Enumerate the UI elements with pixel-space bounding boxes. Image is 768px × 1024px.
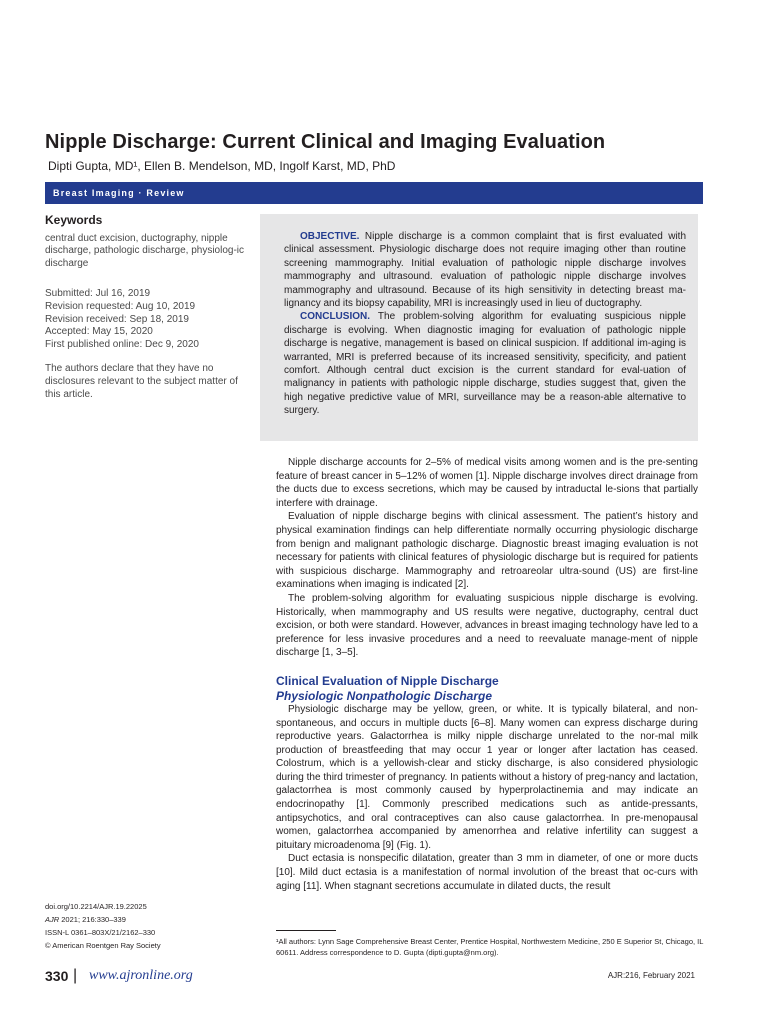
journal-issue-date: AJR:216, February 2021	[607, 971, 695, 980]
article-body	[276, 456, 698, 893]
copyright: © American Roentgen Ray Society	[45, 941, 161, 950]
section-heading: Clinical Evaluation of Nipple Discharge	[276, 673, 499, 688]
body-paragraph: Physiologic discharge may be yellow, green, or white. It is typically bilateral, and non-spontaneous, and occurs in multiple ducts [6–8]. Many women can express discharge during reproductive years. Galactorrhea is milky nipple discharge unrelated to the nor-mal milk production of breastfeeding that may occur 1 year or longer after lactation has ceased. Colostrum, which is a yellowish-clear and sticky discharge, is also considered physiologic during the third trimester of pregnancy. In patients without a history of preg-nancy and lactation, galactorrhea is most commonly caused by hyperprolactinemia and may indicate an endocrinopathy [1]. Commonly prescribed medications such as antide-pressants, antipsychotics, and oral contraceptives can also cause galactorrhea. In pre-menopausal women, galactorrhea accompanied by amenorrhea and relative infertility can suggest a pituitary microadenoma [9] (Fig. 1).	[276, 703, 698, 851]
doi-link[interactable]: doi.org/10.2214/AJR.19.22025	[45, 902, 147, 911]
author-list: Dipti Gupta, MD¹, Ellen B. Mendelson, MD, Ingolf Karst, MD, PhD	[48, 159, 396, 173]
keywords-heading: Keywords	[45, 213, 103, 227]
journal-citation	[45, 913, 245, 926]
body-paragraph: Nipple discharge accounts for 2–5% of medical visits among women and is the pre-senting feature of breast cancer in 5–12% of women [1]. Nipple discharge involves direct drainage from the ducts due to excess secretions, which may be caused by intraductal le-sions that partially interfere with drainage.	[276, 457, 698, 509]
affiliation-footnote: ¹All authors: Lynn Sage Comprehensive Breast Center, Prentice Hospital, Northwestern Medicine, 250 E Superior St, Chicago, IL 60611. Address correspondence to D. Gupta (dipti.gupta@nm.org).	[276, 937, 704, 957]
volume-info: 2021; 216:330–339	[59, 915, 126, 924]
conclusion-label: CONCLUSION.	[300, 311, 370, 323]
website-link[interactable]: www.ajronline.org	[89, 968, 193, 983]
body-paragraph: The problem-solving algorithm for evaluating suspicious nipple discharge is evolving. Historically, when mammography and US results were negative, ductography, central duct excision, or both were standard. However, advances in breast imaging technology have led to a preference for less invasive procedures and a need to reevaluate manage-ment of nipple discharge [1, 3–5].	[276, 592, 698, 659]
article-dates	[45, 288, 251, 351]
date-accepted: Accepted: May 15, 2020	[45, 326, 153, 338]
abstract-objective	[284, 230, 686, 310]
footnote-divider	[276, 930, 336, 931]
date-submitted: Submitted: Jul 16, 2019	[45, 288, 151, 300]
journal-abbreviation: AJR	[45, 915, 60, 924]
article-title: Nipple Discharge: Current Clinical and Imaging Evaluation	[45, 131, 606, 153]
page-number: 330	[45, 968, 69, 984]
footer-separator: |	[73, 967, 78, 984]
section-banner: Breast Imaging · Review	[45, 182, 703, 204]
date-revision-received: Revision received: Sep 18, 2019	[45, 313, 189, 325]
page-footer	[45, 966, 695, 986]
conclusion-text: The problem-solving algorithm for evaluating suspicious nipple discharge is evolving. When diagnostic imaging for evaluation of pathologic nipple discharge is negative, management is based on clinical suspicion. If additional im-aging is warranted, MRI is preferred because of its increased sensitivity, specificity, and patient comfort. Although central duct excision is the current standard for eval-uation of malignancy in patients with pathologic nipple discharge, studies suggest that, given the high negative predictive value of MRI, surveillance may be a reason-able alternative to surgery.	[284, 311, 686, 417]
date-published: First published online: Dec 9, 2020	[45, 338, 199, 350]
issn: ISSN-L 0361–803X/21/2162–330	[45, 928, 156, 937]
body-paragraph: Duct ectasia is nonspecific dilatation, greater than 3 mm in diameter, of one or more ducts [10]. Mild duct ectasia is a manifestation of normal involution of the breast that oc-curs with aging [11]. When stagnant secretions accumulate in dilated ducts, the result	[276, 853, 698, 892]
abstract-conclusion	[284, 310, 686, 417]
date-revision-requested: Revision requested: Aug 10, 2019	[45, 300, 196, 312]
objective-label: OBJECTIVE.	[300, 231, 360, 242]
citation-block	[45, 900, 245, 952]
subsection-heading: Physiologic Nonpathologic Discharge	[276, 688, 493, 703]
objective-text: Nipple discharge is a common complaint that is first evaluated with clinical assessment. Physiologic discharge does not require imaging other than routine screening mammography. Initial evaluation of pathologic nipple discharge involves mammography and ultrasound. evaluation of pathologic nipple discharge involves mammography and ultrasound. Because of its high sensitivity in detecting breast ma-lignancy and its biopsy capability, MRI is increasingly used in lieu of ductography.	[284, 231, 686, 310]
abstract-box	[260, 214, 698, 441]
left-sidebar	[45, 214, 251, 401]
disclosure-statement: The authors declare that they have no disclosures relevant to the subject matter of this article.	[45, 363, 238, 400]
body-paragraph: Evaluation of nipple discharge begins with clinical assessment. The patient’s history and physical examination findings can help differentiate normally occurring physiologic discharge from benign and malignant pathologic discharge. Diagnostic breast imaging evaluation is not necessary for patients with clinical features of physiologic discharge but is required for patients with suspicious discharge. Mammography and retroareolar ultra-sound (US) are first-line examinations when imaging is indicated [2].	[276, 511, 698, 591]
keywords-list: central duct excision, ductography, nipple discharge, pathologic discharge, physiolog-ic discharge	[45, 232, 245, 269]
